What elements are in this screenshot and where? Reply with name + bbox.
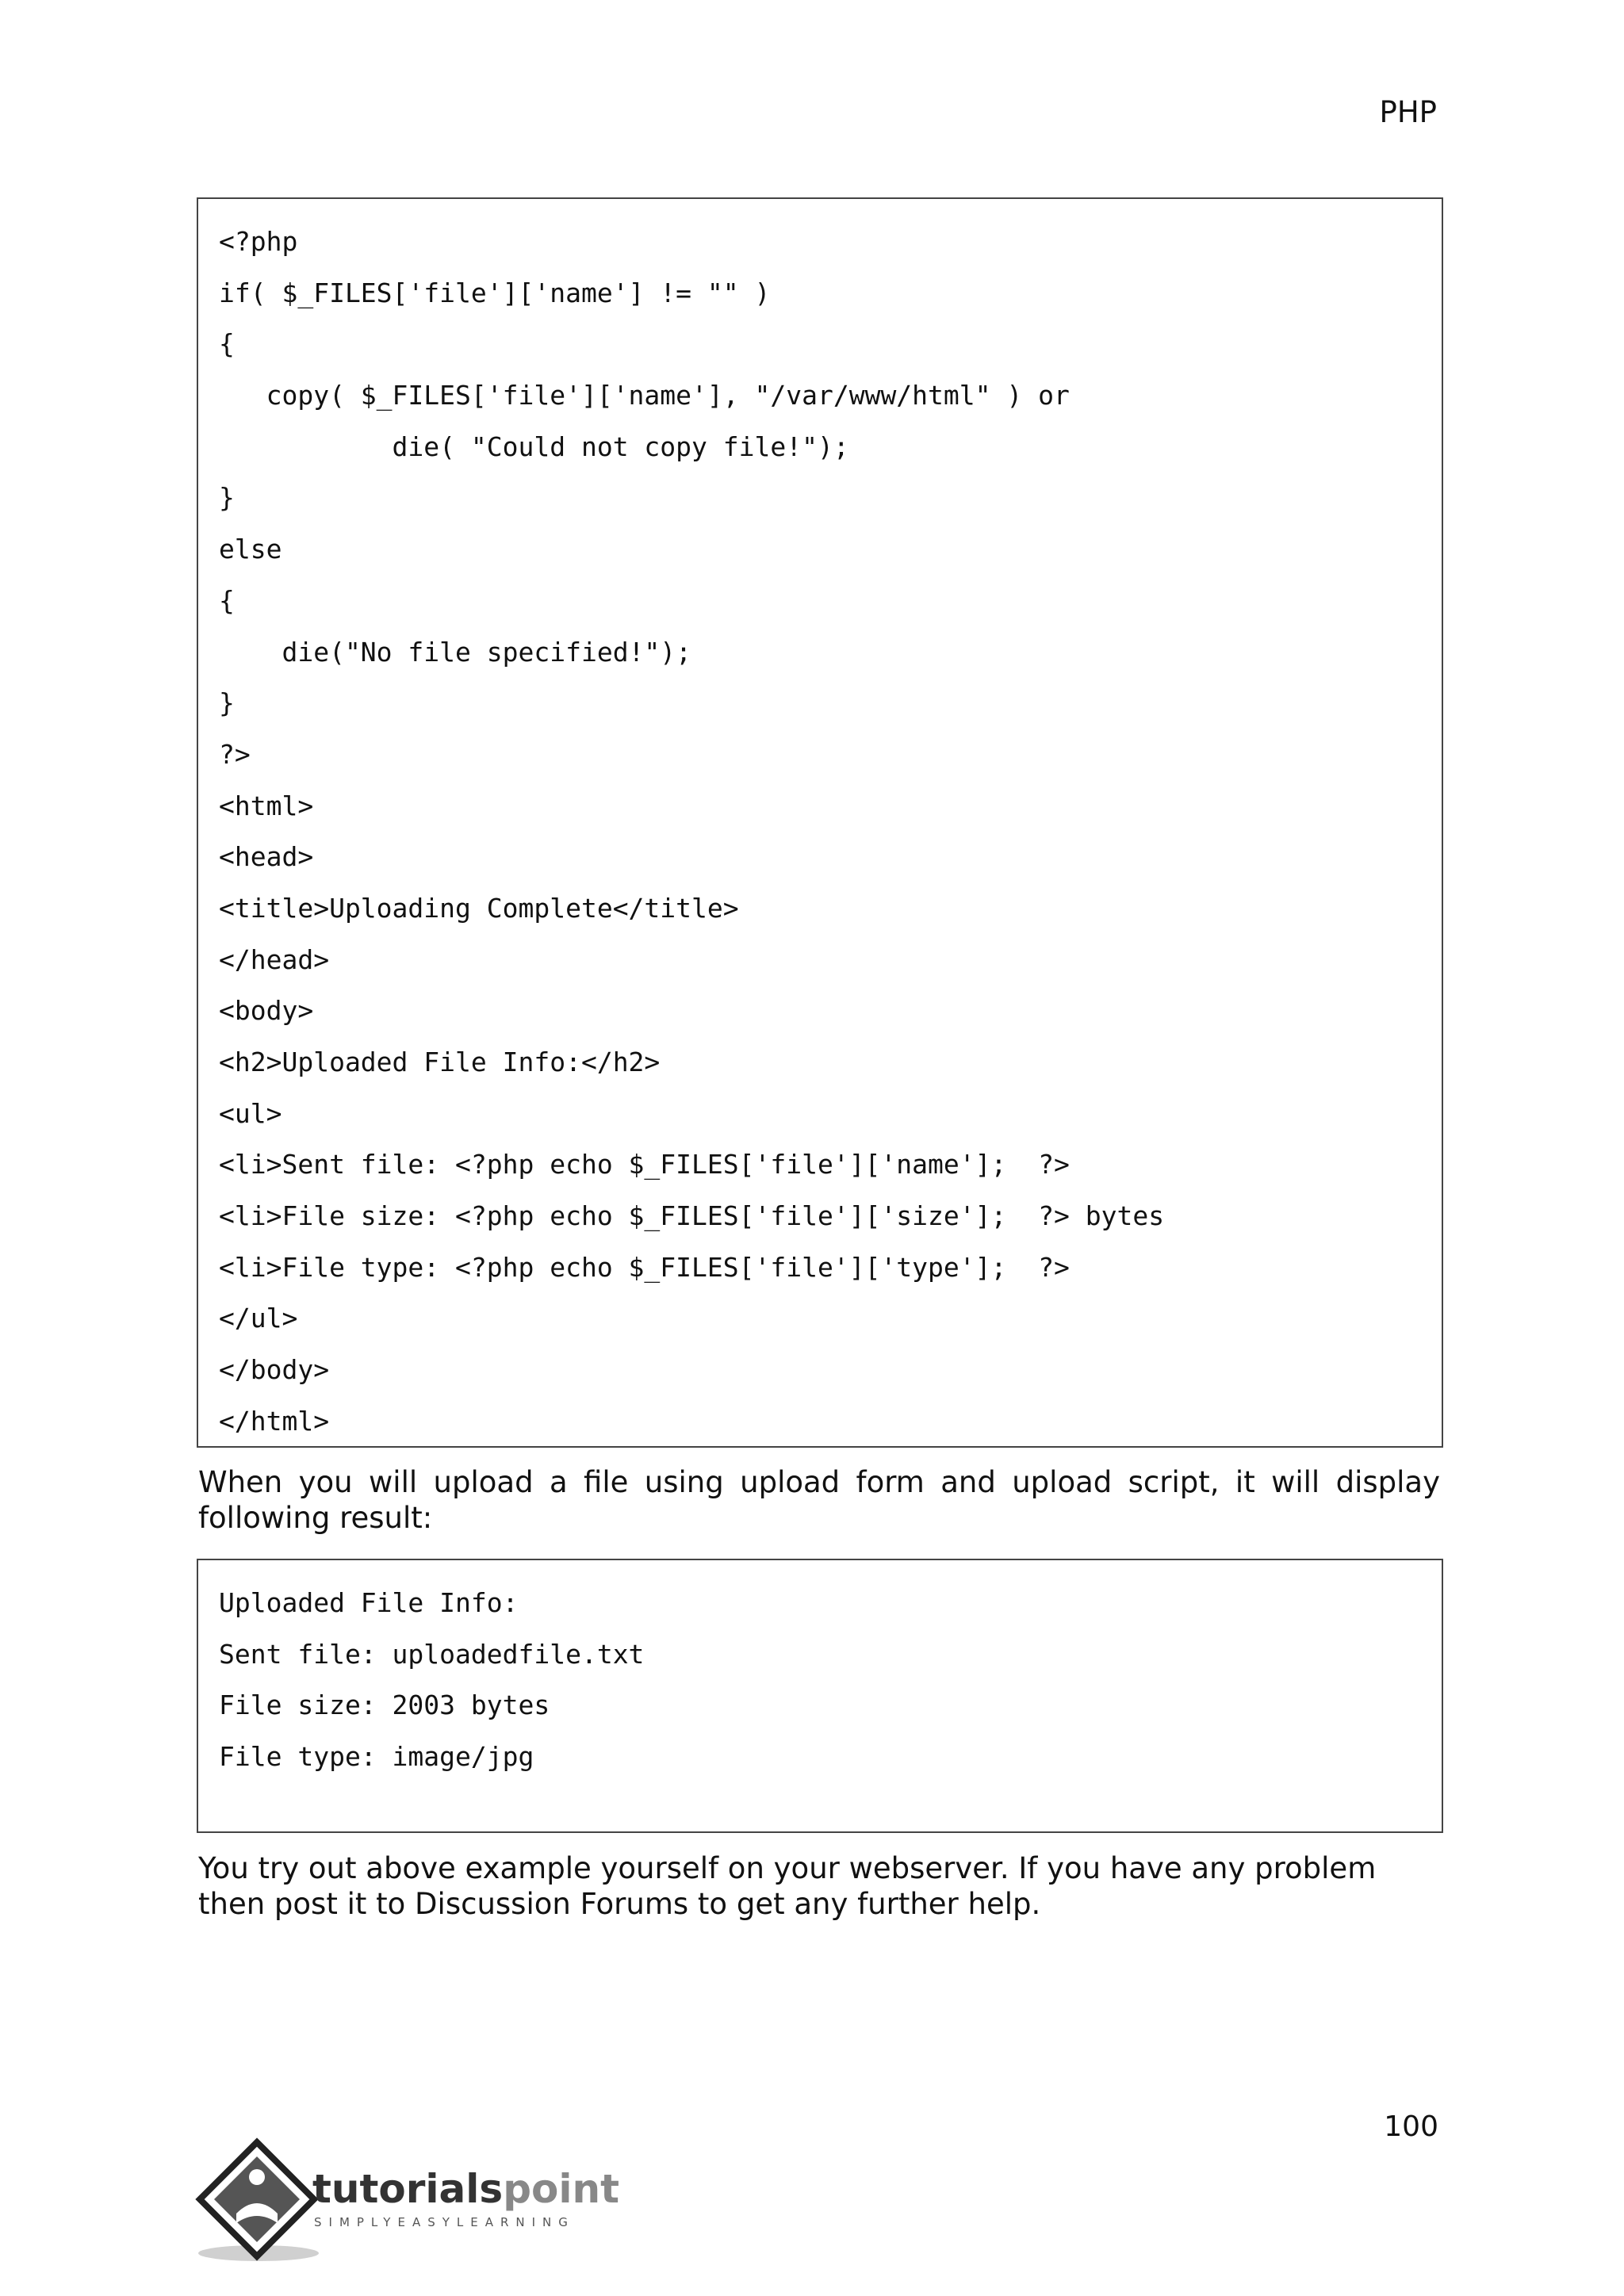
code-line: <?php [219, 226, 298, 257]
code-line: <li>Sent file: <?php echo $_FILES['file']['name']; ?> [219, 1149, 1070, 1181]
output-line: File size: 2003 bytes [219, 1689, 550, 1721]
code-line: { [219, 328, 235, 360]
code-line: else [219, 534, 282, 565]
logo-brand-text [312, 2166, 619, 2212]
code-line: </head> [219, 943, 330, 975]
code-line: </body> [219, 1354, 330, 1386]
code-line: ?> [219, 738, 251, 770]
code-line: </html> [219, 1405, 330, 1437]
logo-tagline: SIMPLYEASYLEARNING [314, 2215, 575, 2229]
page-number: 100 [1384, 2110, 1438, 2143]
code-line: <li>File size: <?php echo $_FILES['file']['size']; ?> bytes [219, 1200, 1165, 1232]
code-line: <ul> [219, 1097, 282, 1129]
code-line: die( "Could not copy file!"); [219, 430, 849, 462]
tutorialspoint-logo [195, 2137, 619, 2264]
code-line: <title>Uploading Complete</title> [219, 892, 739, 924]
output-line: File type: image/jpg [219, 1741, 534, 1773]
logo-figure-head [249, 2169, 265, 2185]
header-title: PHP [1379, 95, 1437, 129]
logo-brand-part1: tutorials [312, 2166, 504, 2212]
paragraph-closing: You try out above example yourself on your webserver. If you have any problem then post it to Discussion Forums to get any further help. [198, 1851, 1377, 1921]
output-line: Sent file: uploadedfile.txt [219, 1638, 645, 1670]
output-line: Uploaded File Info: [219, 1587, 519, 1618]
code-block-output [197, 1559, 1443, 1833]
paragraph-result-intro: When you will upload a file using upload form and upload script, it will display following result: [198, 1465, 1440, 1535]
code-line: <h2>Uploaded File Info:</h2> [219, 1047, 661, 1077]
logo-brand-part2: point [503, 2166, 619, 2212]
code-line: { [219, 584, 235, 616]
code-line: } [219, 687, 235, 719]
code-line: if( $_FILES['file']['name'] != "" ) [219, 277, 771, 308]
code-line: <body> [219, 995, 314, 1027]
code-line: die("No file specified!"); [219, 636, 692, 668]
code-line: </ul> [219, 1303, 298, 1334]
code-line: <li>File type: <?php echo $_FILES['file']['type']; ?> [219, 1251, 1070, 1283]
code-block-php [197, 197, 1443, 1448]
code-line: copy( $_FILES['file']['name'], "/var/www/html" ) or [219, 380, 1070, 411]
code-line: <head> [219, 841, 314, 873]
code-line: } [219, 482, 235, 514]
code-line: <html> [219, 790, 314, 821]
